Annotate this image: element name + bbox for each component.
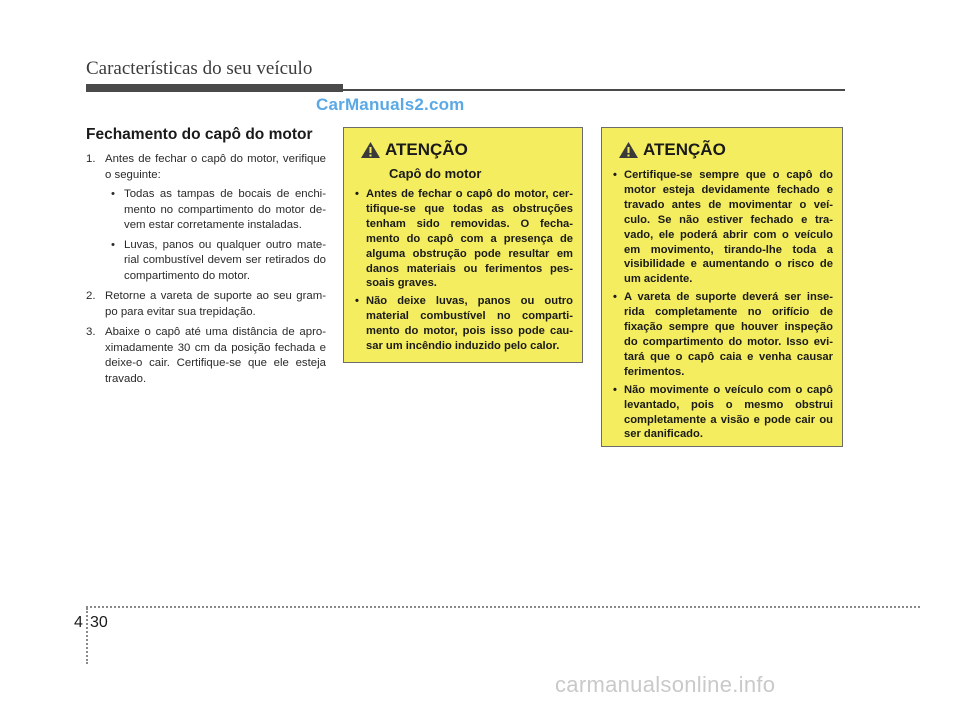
warning-header [618,138,833,162]
bullet: • [613,291,617,304]
warning-items [354,187,573,354]
steps-list [86,152,326,387]
warning-subtitle: Capô do motor [389,166,482,181]
substep-item [105,187,326,234]
step-text: Antes de fechar o capô do motor, verifique o seguinte: [105,153,326,181]
warning-item-text: Antes de fechar o capô do motor, cer-tifique-se que todas as obstruções tenham sido removidas. O fecha-mento do capô com a presença de alguma obstrução pode resultar em danos materiais ou ferimentos pes-soais graves. [366,188,573,290]
page-header-title: Características do seu veículo [86,58,313,79]
bullet: • [355,295,359,308]
footer-divider [86,608,88,664]
warning-item-text: Não movimente o veículo com o capô levantado, pois o mesmo obstrui completamente a visão e pode cair ou ser danificado. [624,383,833,441]
warning-box-hood [343,127,583,363]
step-text: Abaixe o capô até uma distância de apro-ximadamente 30 cm da posição fechada e deixe-o cair. Certifique-se que ele esteja travado. [105,326,326,385]
warning-box-general [601,127,843,447]
header-bar [86,84,343,92]
warning-items [612,168,833,442]
header-rule [343,89,845,91]
step-item [86,152,326,284]
warning-item-text: Não deixe luvas, panos ou outro material combustível no comparti-mento do motor, pois isso pode cau-sar um incêndio induzido pelo calor. [366,295,573,353]
warning-item [612,290,833,379]
warning-item [354,187,573,291]
warning-title: ATENÇÃO [385,140,468,159]
section-title: Fechamento do capô do motor [86,126,313,143]
substep-text: Luvas, panos ou qualquer outro mate-rial combustível devem ser retirados do compartimento do motor. [124,238,326,282]
step-item [86,325,326,387]
warning-item-text: A vareta de suporte deverá ser inse-rida completamente no orifício de fixação sempre que houver inspeção do compartimento do motor. Isso evi-tará que o capô caia e venha causar ferimentos. [624,291,833,378]
footer-rule [86,606,920,608]
watermark-bottom: carmanualsonline.info [555,672,776,697]
step-number: 3. [86,326,96,338]
warning-item [354,294,573,354]
step-number: 1. [86,153,96,165]
page-number: 30 [90,614,108,631]
step-text: Retorne a vareta de suporte ao seu gram-po para evitar sua trepidação. [105,290,326,318]
bullet: • [355,188,359,200]
warning-item-text: Certifique-se sempre que o capô do motor esteja devidamente fechado e travado antes de movimentar o veí-culo. Se não estiver fechado e tra-vado, ele poderá abrir com o veículo em movimento, tirando-lhe toda a visibilidade e aumentando o risco de um acidente. [624,169,833,286]
substep-text: Todas as tampas de bocais de enchi-mento no compartimento do motor de-vem estar corretamente instaladas. [124,188,326,231]
section-closing-hood [86,126,326,392]
watermark-top: CarManuals2.com [316,95,465,114]
step-item [86,289,326,320]
warning-item [612,383,833,443]
substep-item [105,238,326,285]
warning-item [612,168,833,287]
bullet: • [111,238,115,251]
step-number: 2. [86,290,96,302]
bullet: • [613,169,617,181]
warning-triangle-icon [618,141,639,159]
bullet: • [111,188,115,200]
warning-title: ATENÇÃO [643,140,726,159]
warning-triangle-icon [360,141,381,159]
bullet: • [613,383,617,396]
page-section-number: 4 [74,614,83,631]
warning-header [360,138,573,162]
